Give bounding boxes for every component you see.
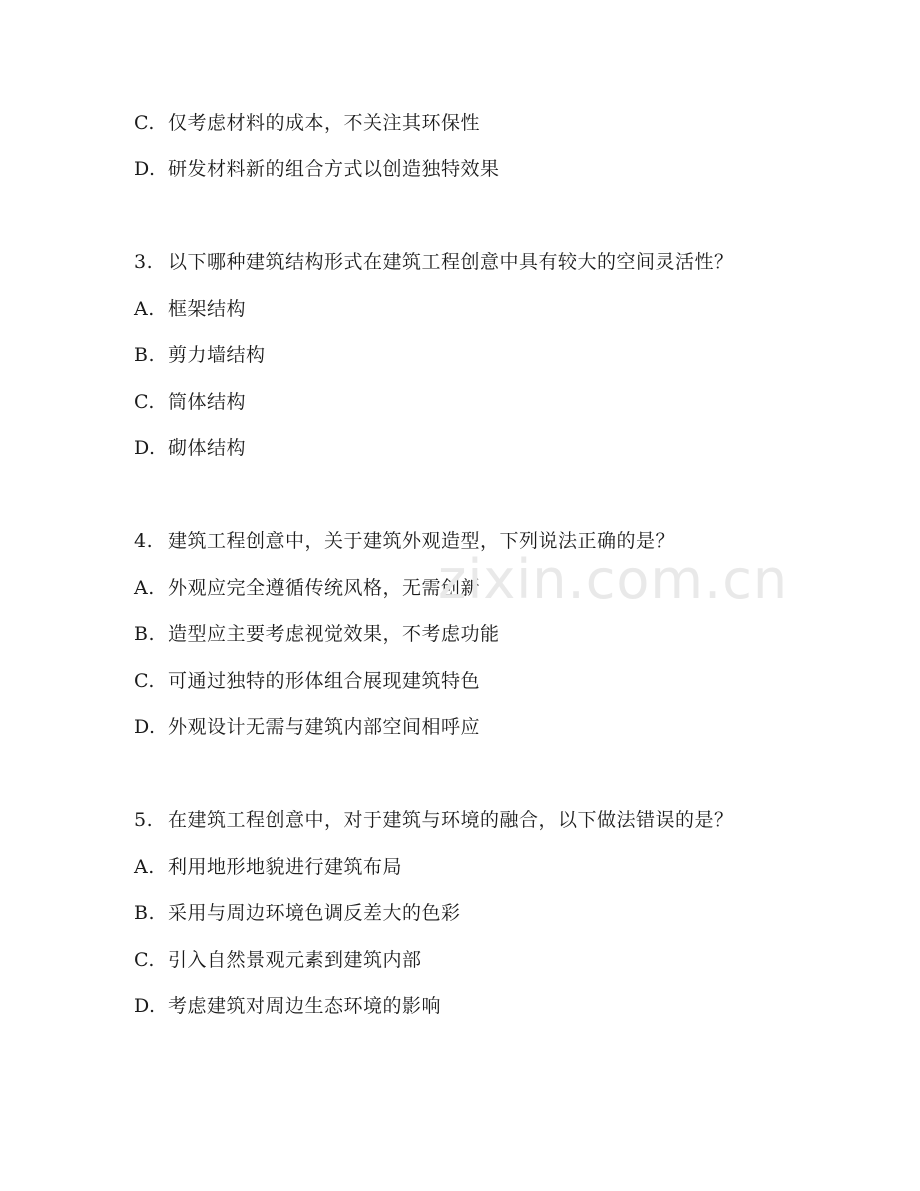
q4-option-b (134, 622, 500, 646)
question-number: 5. (134, 809, 154, 831)
option-text: 剪力墙结构 (168, 344, 266, 366)
option-text: 仅考虑材料的成本，不关注其环保性 (168, 112, 481, 134)
option-text: 筒体结构 (168, 391, 247, 413)
option-marker: A. (134, 577, 155, 599)
q3-option-c (134, 390, 246, 414)
q5-stem (134, 808, 734, 832)
q3-option-a (134, 297, 246, 321)
q2-option-c (134, 111, 480, 135)
option-text: 可通过独特的形体组合展现建筑特色 (168, 670, 481, 692)
option-text: 采用与周边环境色调反差大的色彩 (168, 902, 461, 924)
option-text: 砌体结构 (168, 437, 247, 459)
option-marker: B. (134, 344, 156, 366)
option-text: 框架结构 (168, 298, 247, 320)
q5-option-a (134, 855, 402, 879)
option-text: 外观应完全遵循传统风格，无需创新 (168, 577, 481, 599)
option-marker: B. (134, 623, 156, 645)
option-marker: C. (134, 391, 155, 413)
option-text: 考虑建筑对周边生态环境的影响 (168, 995, 442, 1017)
option-text: 利用地形地貌进行建筑布局 (168, 856, 403, 878)
option-marker: A. (134, 298, 155, 320)
q4-option-c (134, 669, 480, 693)
watermark: zixin.com.cn (438, 548, 789, 611)
q5-option-b (134, 901, 461, 925)
option-marker: D. (134, 716, 156, 738)
q4-option-a (134, 576, 480, 600)
q2-option-d (134, 157, 500, 181)
question-text: 建筑工程创意中，关于建筑外观造型，下列说法正确的是？ (168, 530, 676, 552)
question-text: 在建筑工程创意中，对于建筑与环境的融合，以下做法错误的是？ (168, 809, 734, 831)
option-marker: D. (134, 437, 156, 459)
q5-option-d (134, 994, 441, 1018)
q4-option-d (134, 715, 480, 739)
option-text: 造型应主要考虑视觉效果，不考虑功能 (168, 623, 500, 645)
question-text: 以下哪种建筑结构形式在建筑工程创意中具有较大的空间灵活性？ (168, 251, 734, 273)
option-marker: D. (134, 995, 156, 1017)
option-marker: C. (134, 112, 155, 134)
option-marker: C. (134, 949, 155, 971)
q5-option-c (134, 948, 422, 972)
q3-option-d (134, 436, 246, 460)
q3-option-b (134, 343, 266, 367)
question-number: 3. (134, 251, 154, 273)
option-marker: A. (134, 856, 155, 878)
option-marker: C. (134, 670, 155, 692)
q3-stem (134, 250, 734, 274)
option-text: 研发材料新的组合方式以创造独特效果 (168, 158, 500, 180)
option-text: 引入自然景观元素到建筑内部 (168, 949, 422, 971)
question-number: 4. (134, 530, 154, 552)
option-text: 外观设计无需与建筑内部空间相呼应 (168, 716, 481, 738)
option-marker: B. (134, 902, 156, 924)
option-marker: D. (134, 158, 156, 180)
